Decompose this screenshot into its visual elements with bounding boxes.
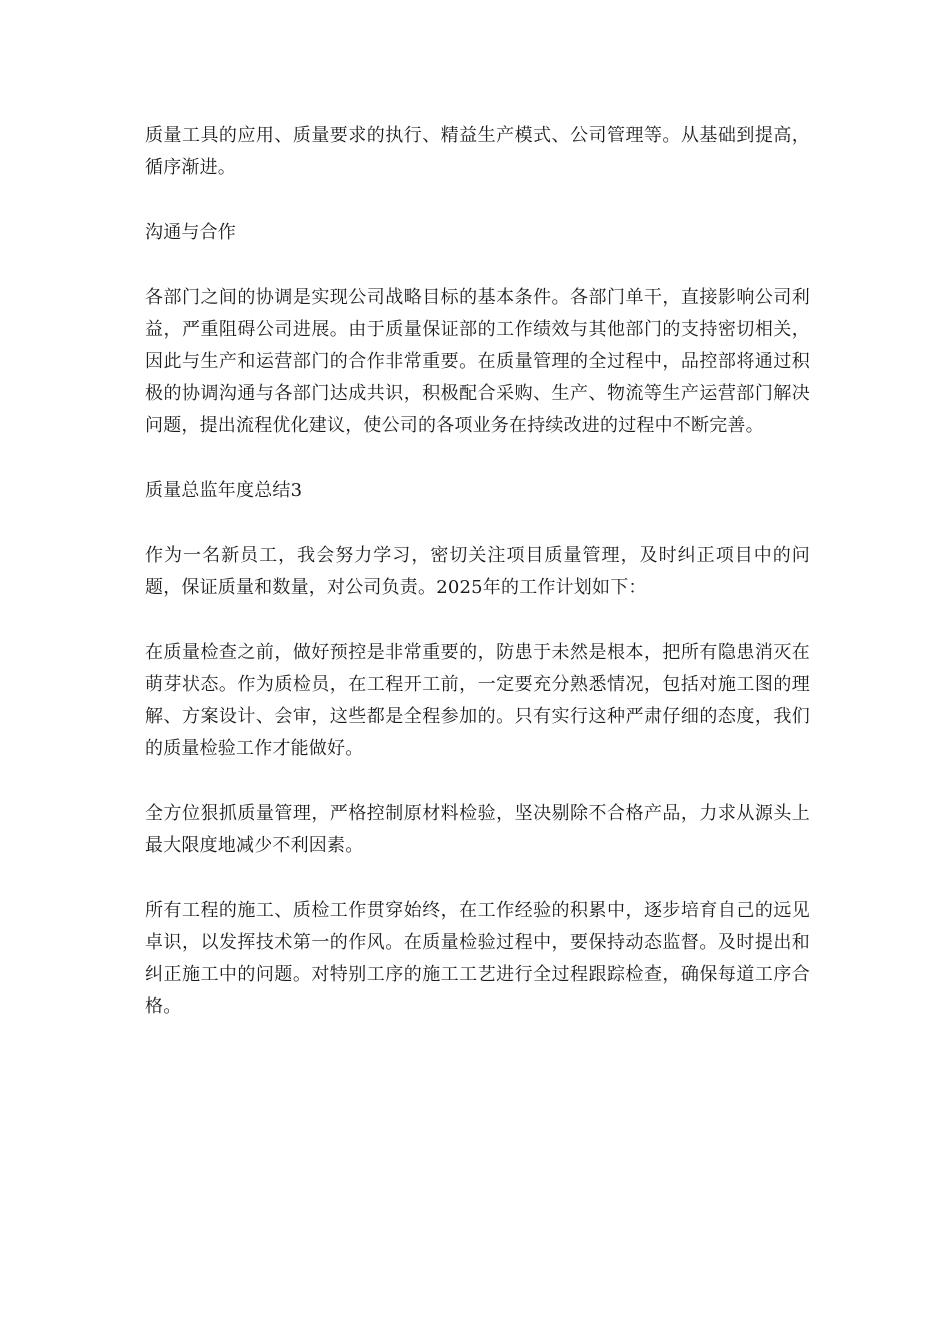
paragraph-new-employee: 作为一名新员工，我会努力学习，密切关注项目质量管理，及时纠正项目中的问题，保证质量和数量，对公司负责。2025年的工作计划如下： bbox=[145, 545, 810, 598]
paragraph-coordination: 各部门之间的协调是实现公司战略目标的基本条件。各部门单干，直接影响公司利益，严重阻碍公司进展。由于质量保证部的工作绩效与其他部门的支持密切相关，因此与生产和运营部门的合作非常重要。在质量管理的全过程中，品控部将通过积极的协调沟通与各部门达成共识，积极配合采购、生产、物流等生产运营部门解决问题，提出流程优化建议，使公司的各项业务在持续改进的过程中不断完善。 bbox=[145, 287, 810, 436]
paragraph-quality-tools: 质量工具的应用、质量要求的执行、精益生产模式、公司管理等。从基础到提高，循序渐进。 bbox=[145, 125, 810, 178]
document-body bbox=[145, 120, 810, 1056]
paragraph-pre-control: 在质量检查之前，做好预控是非常重要的，防患于未然是根本，把所有隐患消灭在萌芽状态。作为质检员，在工程开工前，一定要充分熟悉情况，包括对施工图的理解、方案设计、会审，这些都是全程参加的。只有实行这种严肃仔细的态度，我们的质量检验工作才能做好。 bbox=[145, 642, 810, 759]
paragraph-raw-materials: 全方位狠抓质量管理，严格控制原材料检验，坚决剔除不合格产品，力求从源头上最大限度地减少不利因素。 bbox=[145, 803, 810, 856]
paragraph-construction-inspection: 所有工程的施工、质检工作贯穿始终，在工作经验的积累中，逐步培育自己的远见卓识，以发挥技术第一的作风。在质量检验过程中，要保持动态监督。及时提出和纠正施工中的问题。对特别工序的施工工艺进行全过程跟踪检查，确保每道工序合格。 bbox=[145, 900, 810, 1017]
heading-communication: 沟通与合作 bbox=[145, 222, 236, 243]
heading-annual-summary-3: 质量总监年度总结3 bbox=[145, 480, 303, 501]
